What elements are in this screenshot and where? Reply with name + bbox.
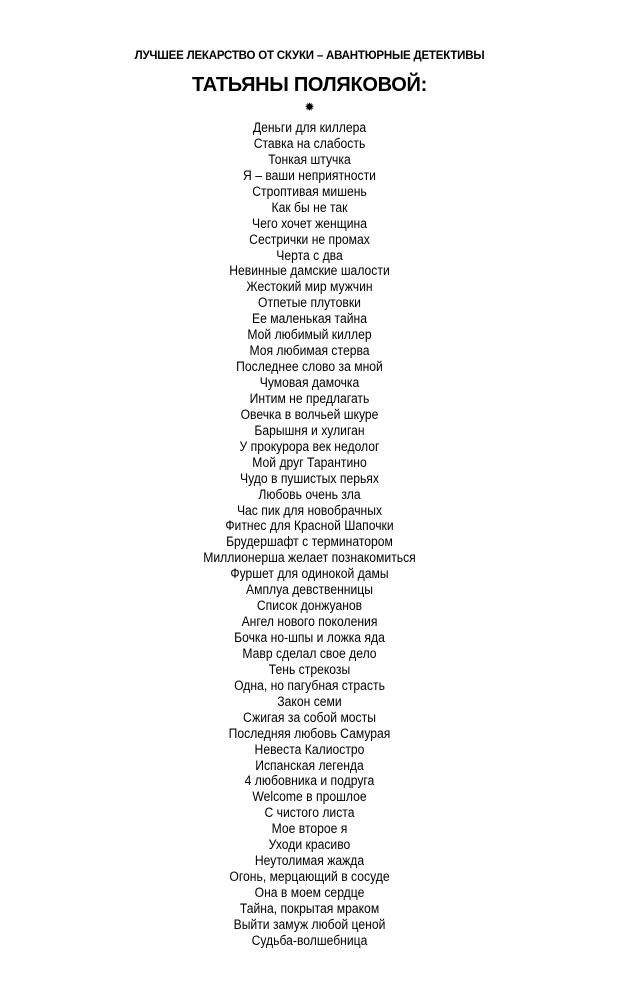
book-title-item: Последнее слово за мной	[236, 359, 383, 375]
book-title-item: Как бы не так	[271, 199, 348, 215]
book-title-item: Ангел нового поколения	[241, 614, 378, 630]
book-title-item: Тонкая штучка	[268, 151, 351, 167]
book-title-item: Бочка но-шпы и ложка яда	[234, 630, 385, 645]
book-title-item: Одна, но пагубная страсть	[234, 677, 385, 693]
book-title-item: Мавр сделал свое дело	[242, 645, 377, 661]
book-title-item: Жестокий мир мужчин	[246, 279, 373, 295]
book-title-list	[0, 120, 619, 949]
book-title-item: Чудо в пушистых перьях	[240, 470, 379, 486]
book-title-item: Фуршет для одинокой дамы	[230, 566, 389, 582]
book-title-item: Сжигая за собой мосты	[243, 709, 376, 725]
book-title-item: Невеста Калиостро	[254, 741, 365, 757]
author-heading: ТАТЬЯНЫ ПОЛЯКОВОЙ:	[192, 74, 427, 96]
book-title-item: 4 любовника и подруга	[244, 773, 375, 789]
book-title-item: Строптивая мишень	[252, 183, 367, 199]
book-title-item: Закон семи	[277, 693, 342, 709]
asterism-icon: ✹	[304, 100, 315, 114]
book-title-item: Выйти замуж любой ценой	[233, 916, 386, 932]
book-title-item: Судьба-волшебница	[251, 932, 368, 948]
book-title-item: Welcome в прошлое	[252, 789, 367, 805]
book-title-item: Отпетые плутовки	[258, 295, 361, 311]
book-title-item: Я – ваши неприятности	[243, 167, 376, 183]
book-title-item: Последняя любовь Самурая	[228, 725, 391, 741]
book-title-item: Интим не предлагать	[249, 390, 370, 406]
book-title-item: Испанская легенда	[255, 757, 364, 773]
book-title-item: Огонь, мерцающий в сосуде	[229, 869, 390, 885]
series-title: ЛУЧШЕЕ ЛЕКАРСТВО ОТ СКУКИ – АВАНТЮРНЫЕ ДЕТЕКТИВЫ	[134, 50, 485, 62]
book-title-item: Чего хочет женщина	[251, 215, 368, 231]
book-title-item: Миллионерша желает познакомиться	[203, 550, 416, 566]
book-title-item: Чумовая дамочка	[259, 375, 360, 390]
book-title-item: Час пик для новобрачных	[236, 502, 383, 518]
book-title-item: Моя любимая стерва	[249, 343, 370, 359]
book-title-item: Брудершафт с терминатором	[226, 534, 393, 550]
book-title-item: У прокурора век недолог	[239, 438, 380, 454]
book-title-item: Овечка в волчьей шкуре	[240, 406, 379, 422]
book-title-item: Черта с два	[276, 247, 343, 263]
book-title-item: Деньги для киллера	[252, 120, 367, 135]
book-title-item: Мое второе я	[271, 821, 348, 837]
book-title-item: Тайна, покрытая мраком	[239, 900, 380, 916]
book-title-item: Список донжуанов	[256, 598, 363, 614]
book-title-item: Фитнес для Красной Шапочки	[225, 518, 394, 534]
book-title-item: Барышня и хулиган	[254, 422, 365, 438]
book-title-item: Сестрички не промах	[249, 231, 370, 247]
book-title-item: Невинные дамские шалости	[229, 263, 390, 279]
book-title-item: Амплуа девственницы	[246, 582, 373, 598]
book-title-item: Ставка на слабость	[253, 135, 366, 151]
book-title-item: Мой любимый киллер	[247, 327, 372, 343]
book-title-item: Тень стрекозы	[268, 661, 351, 677]
book-title-item: С чистого листа	[264, 805, 355, 821]
book-title-item: Уходи красиво	[268, 837, 351, 853]
book-title-item: Ее маленькая тайна	[252, 311, 367, 327]
book-title-item: Неутолимая жажда	[254, 853, 365, 869]
book-title-item: Она в моем сердце	[254, 885, 365, 900]
book-title-item: Мой друг Тарантино	[252, 454, 367, 470]
book-title-item: Любовь очень зла	[258, 486, 361, 502]
